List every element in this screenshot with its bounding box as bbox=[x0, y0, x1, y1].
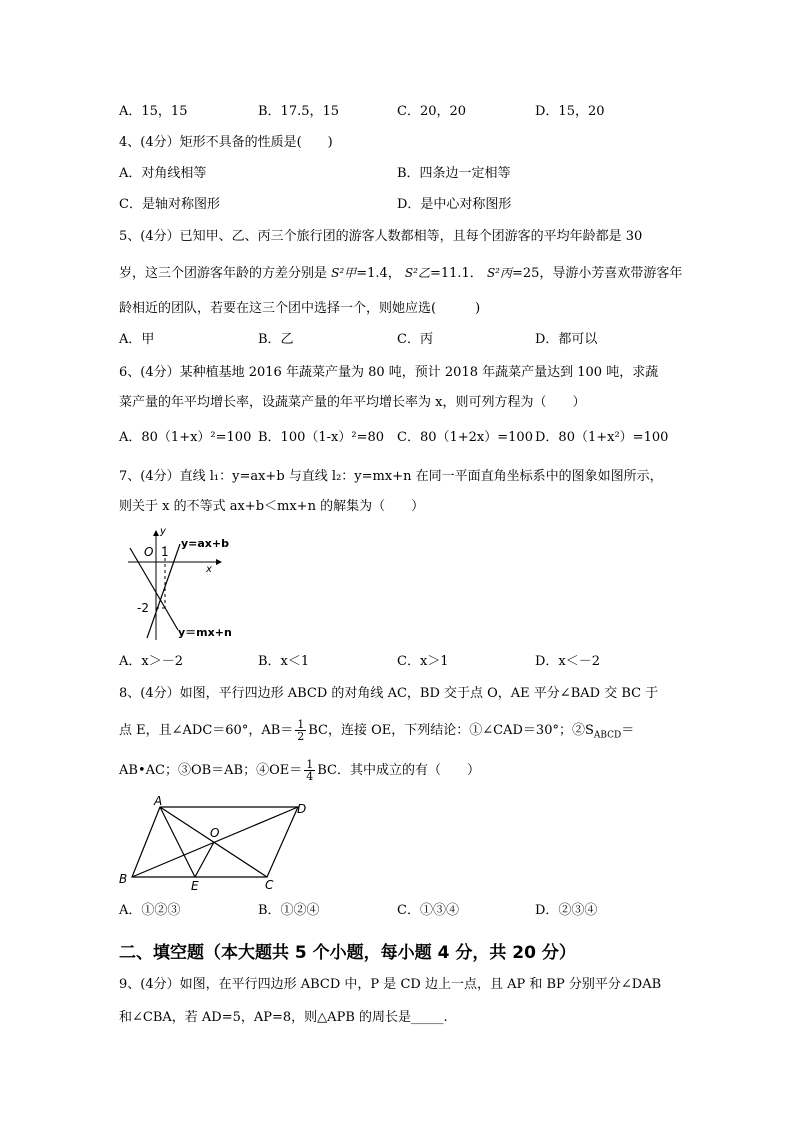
q8-fraction-half bbox=[295, 719, 306, 742]
q5-variance-yi: S²乙 bbox=[404, 266, 430, 280]
q8-fraction-half-num: 1 bbox=[297, 718, 305, 731]
q8-sub-abcd: ABCD bbox=[593, 730, 622, 741]
q8-line2-b: BC，连接 OE，下列结论：①∠CAD＝30°；②S bbox=[308, 723, 594, 738]
q6-line1: 6、(4分）某种植基地 2016 年蔬菜产量为 80 吨，预计 2018 年蔬菜产量达到 100 吨，求蔬 bbox=[119, 365, 659, 380]
q4-option-c: C．是轴对称图形 bbox=[119, 197, 220, 212]
q8-fraction-quarter-den: 4 bbox=[306, 770, 314, 783]
q8-line3-b: BC．其中成立的有（ ） bbox=[317, 763, 480, 778]
q8-option-d: D．②③④ bbox=[535, 903, 598, 918]
q8-fraction-half-den: 2 bbox=[297, 730, 305, 743]
q7-label-l1: y=ax+b bbox=[181, 537, 229, 550]
q4-option-b: B．四条边一定相等 bbox=[397, 166, 511, 181]
q8-line2 bbox=[119, 718, 634, 749]
q7-axis-y-label: y bbox=[160, 526, 166, 537]
q4-option-a: A．对角线相等 bbox=[119, 166, 207, 181]
q5-option-c: C．丙 bbox=[397, 332, 433, 347]
q6-option-b: B．100（1-x）²=80 bbox=[258, 430, 385, 445]
q7-options bbox=[119, 652, 679, 672]
q8-label-e: E bbox=[191, 879, 199, 893]
q5-line2-text: 岁，这三个团游客年龄的方差分别是 bbox=[119, 266, 332, 281]
q7-tick-y: -2 bbox=[137, 601, 149, 615]
q8-line2-a: 点 E，且∠ADC＝60°，AB＝ bbox=[119, 723, 294, 738]
q5-option-b: B．乙 bbox=[258, 332, 294, 347]
q8-options bbox=[119, 901, 679, 921]
q7-line2: 则关于 x 的不等式 ax+b＜mx+n 的解集为（ ） bbox=[119, 499, 425, 514]
q4-options-row1 bbox=[119, 164, 679, 184]
q8-option-c: C．①③④ bbox=[397, 903, 459, 918]
q5-options bbox=[119, 330, 679, 350]
q7-label-l2: y＝mx+n bbox=[178, 626, 232, 639]
q6-option-a: A．80（1+x）²=100 bbox=[119, 430, 252, 445]
q8-option-b: B．①②④ bbox=[258, 903, 320, 918]
q5-line2 bbox=[119, 263, 682, 284]
q8-line3-a: AB•AC；③OB＝AB；④OE＝ bbox=[119, 763, 303, 778]
q8-label-c: C bbox=[265, 878, 274, 892]
q7-option-c: C．x＞1 bbox=[397, 654, 449, 669]
q8-fraction-quarter bbox=[304, 759, 315, 782]
q7-option-a: A．x＞－2 bbox=[119, 654, 183, 669]
q3-option-c: C．20，20 bbox=[397, 104, 467, 119]
q4-option-d: D．是中心对称图形 bbox=[397, 197, 512, 212]
q5-val-yi: =11.1． bbox=[429, 266, 483, 281]
q7-axis-x-label: x bbox=[206, 564, 212, 575]
q8-label-d: D bbox=[297, 802, 307, 816]
q5-variance-bing: S²丙 bbox=[486, 266, 512, 280]
q3-option-d: D．15，20 bbox=[535, 104, 605, 119]
q6-line2: 菜产量的年平均增长率，设蔬菜产量的年平均增长率为 x，则可列方程为（ ） bbox=[119, 395, 586, 410]
q3-options bbox=[119, 102, 679, 122]
q8-line1: 8、(4分）如图，平行四边形 ABCD 的对角线 AC，BD 交于点 O，AE 平分∠BAD 交 BC 于 bbox=[119, 686, 659, 701]
q8-option-a: A．①②③ bbox=[119, 903, 181, 918]
q7-line1: 7、(4分）直线 l₁：y=ax+b 与直线 l₂：y=mx+n 在同一平面直角坐标系中的图象如图所示， bbox=[119, 469, 663, 484]
q5-option-d: D．都可以 bbox=[535, 332, 598, 347]
q4-options-row2 bbox=[119, 195, 679, 215]
q5-line3: 龄相近的团队，若要在这三个团中选择一个，则她应选( ) bbox=[119, 301, 481, 316]
section-title-fill-in: 二、填空题（本大题共 5 个小题，每小题 4 分，共 20 分） bbox=[119, 943, 576, 963]
q3-option-a: A．15，15 bbox=[119, 104, 188, 119]
q7-option-d: D．x＜－2 bbox=[535, 654, 601, 669]
q5-variance-jia: S²甲 bbox=[331, 266, 357, 280]
q8-line2-c: ＝ bbox=[621, 723, 635, 738]
q8-label-a: A bbox=[154, 794, 163, 808]
q5-val-bing: =25，导游小芳喜欢带游客年 bbox=[511, 266, 683, 281]
q4-stem: 4、(4分）矩形不具备的性质是( ) bbox=[119, 135, 333, 150]
q8-label-o: O bbox=[210, 826, 220, 840]
q8-fraction-quarter-num: 1 bbox=[306, 758, 314, 771]
q5-val-jia: =1.4， bbox=[356, 266, 401, 281]
q5-line1: 5、(4分）已知甲、乙、丙三个旅行团的游客人数都相等，且每个团游客的平均年龄都是 30 bbox=[119, 229, 643, 244]
q8-figure bbox=[115, 795, 315, 895]
q7-tick-x: 1 bbox=[161, 545, 169, 559]
q9-line1: 9、(4分）如图，在平行四边形 ABCD 中，P 是 CD 边上一点，且 AP 和 BP 分别平分∠DAB bbox=[119, 977, 662, 992]
q6-options bbox=[119, 428, 679, 448]
q9-line2: 和∠CBA，若 AD=5，AP=8，则△APB 的周长是_____. bbox=[119, 1010, 448, 1025]
q8-label-b: B bbox=[119, 872, 128, 886]
q3-option-b: B．17.5，15 bbox=[258, 104, 340, 119]
q7-origin-label: O bbox=[144, 545, 154, 559]
q8-line3 bbox=[119, 758, 480, 784]
q7-graph bbox=[118, 526, 238, 646]
q6-option-c: C．80（1+2x）=100 bbox=[397, 430, 533, 445]
q6-option-d: D．80（1+x²）=100 bbox=[535, 430, 669, 445]
q7-option-b: B．x＜1 bbox=[258, 654, 310, 669]
q5-option-a: A．甲 bbox=[119, 332, 155, 347]
